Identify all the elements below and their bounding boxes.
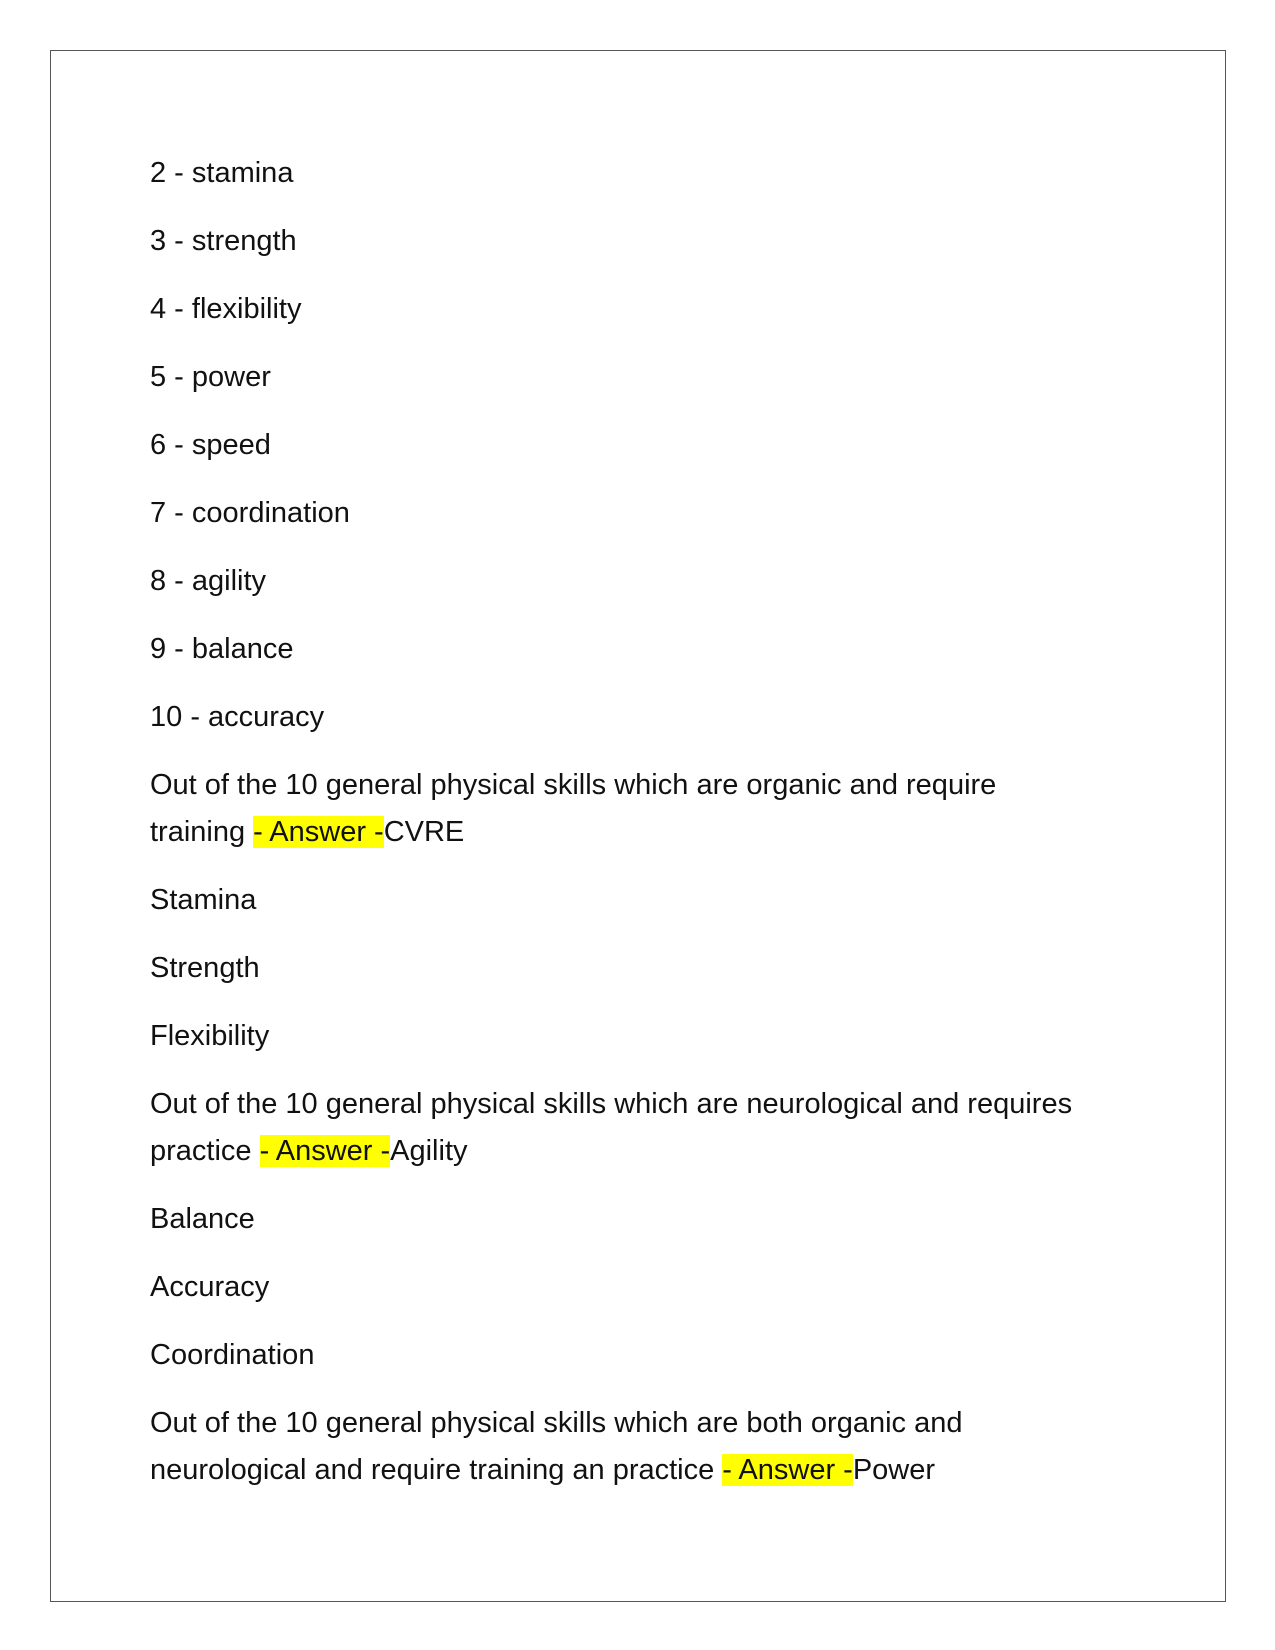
list-item: 4 - flexibility xyxy=(150,293,302,325)
answer-text: Agility xyxy=(390,1135,468,1167)
list-item: 8 - agility xyxy=(150,565,267,597)
question-text-cont: practice xyxy=(150,1135,260,1167)
question-text-cont: training xyxy=(150,816,254,848)
list-item: 7 - coordination xyxy=(150,497,350,529)
answer-item: Flexibility xyxy=(150,1020,270,1052)
answer-item: Stamina xyxy=(150,884,257,916)
list-item: 5 - power xyxy=(150,361,271,393)
answer-item: Coordination xyxy=(150,1339,315,1371)
answer-marker: - Answer - xyxy=(722,1454,853,1486)
document-body xyxy=(150,150,1150,1515)
answer-marker: - Answer - xyxy=(259,1135,391,1167)
list-item: 9 - balance xyxy=(150,633,294,665)
question-text: Out of the 10 general physical skills which are both organic and xyxy=(150,1407,963,1439)
answer-item: Accuracy xyxy=(150,1271,270,1303)
answer-text: Power xyxy=(852,1454,936,1486)
question-text: Out of the 10 general physical skills which are neurological and requires xyxy=(150,1088,1073,1120)
answer-item: Strength xyxy=(150,952,260,984)
question-answer-line xyxy=(150,1128,1150,1175)
question-answer-line xyxy=(150,1447,1150,1494)
answer-item: Balance xyxy=(150,1203,255,1235)
list-item: 6 - speed xyxy=(150,429,271,461)
question-text-cont: neurological and require training an practice xyxy=(150,1454,723,1486)
question-both xyxy=(150,1400,1150,1494)
answer-marker: - Answer - xyxy=(253,816,384,848)
question-organic xyxy=(150,762,1150,856)
list-item: 2 - stamina xyxy=(150,157,294,189)
answer-text: CVRE xyxy=(383,816,465,848)
list-item: 3 - strength xyxy=(150,225,297,257)
question-answer-line xyxy=(150,809,1150,856)
list-item: 10 - accuracy xyxy=(150,701,325,733)
question-neurological xyxy=(150,1081,1150,1175)
question-text: Out of the 10 general physical skills which are organic and require xyxy=(150,769,997,801)
